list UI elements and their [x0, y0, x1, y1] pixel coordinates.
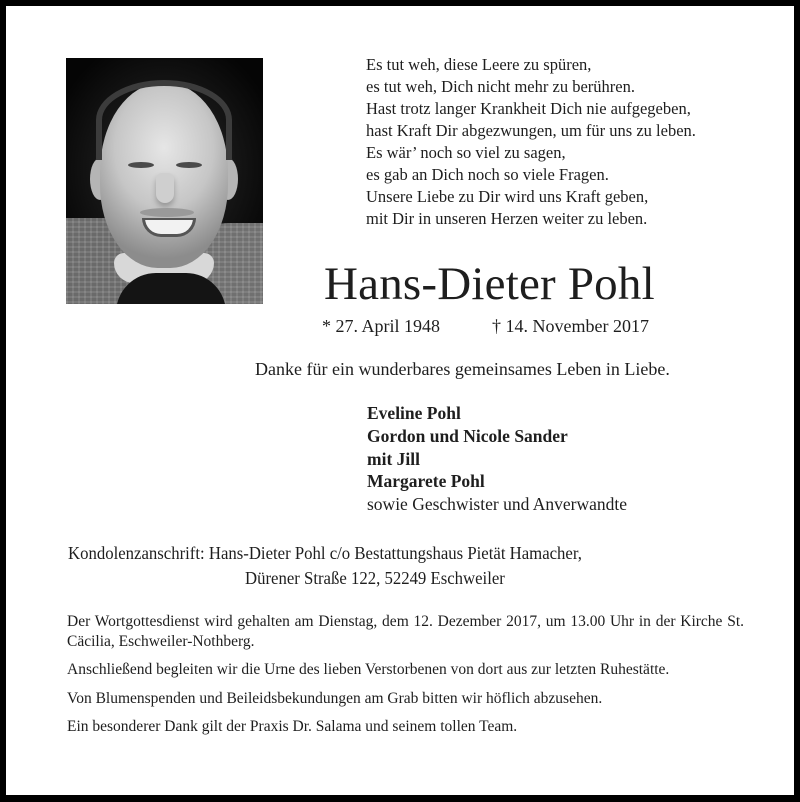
poem-line: hast Kraft Dir abgezwungen, um für uns zu leben. [366, 121, 696, 140]
poem-line: Es wär’ noch so viel zu sagen, [366, 143, 566, 162]
poem-line: es gab an Dich noch so viele Fragen. [366, 165, 609, 184]
condolence-address-line-1: Kondolenzanschrift: Hans-Dieter Pohl c/o Bestattungshaus Pietät Hamacher, [68, 543, 582, 563]
obituary-card [6, 6, 794, 795]
family-member: mit Jill [367, 448, 420, 469]
memorial-poem [366, 54, 696, 230]
burial-paragraph: Anschließend begleiten wir die Urne des lieben Verstorbenen von dort aus zur letzten Ruhestätte. [67, 661, 670, 678]
poem-line: mit Dir in unseren Herzen weiter zu leben. [366, 209, 648, 228]
poem-line: Es tut weh, diese Leere zu spüren, [366, 55, 592, 74]
family-others: sowie Geschwister und Anverwandte [367, 494, 628, 515]
birth-date: * 27. April 1948 [322, 316, 441, 336]
family-member: Eveline Pohl [367, 403, 461, 423]
death-date: † 14. November 2017 [492, 316, 649, 336]
deceased-name: Hans-Dieter Pohl [324, 258, 655, 310]
photo-eye-left [128, 162, 154, 168]
poem-line: Hast trotz langer Krankheit Dich nie aufgegeben, [366, 99, 691, 118]
service-information [67, 612, 744, 746]
poem-line: Unsere Liebe zu Dir wird uns Kraft geben, [366, 187, 649, 206]
photo-eye-right [176, 162, 202, 168]
thanks-paragraph: Ein besonderer Dank gilt der Praxis Dr. Salama und seinem tollen Team. [67, 718, 518, 735]
photo-hair [96, 80, 232, 160]
flowers-paragraph: Von Blumenspenden und Beileidsbekundungen am Grab bitten wir höflich abzusehen. [67, 689, 603, 707]
thanks-line: Danke für ein wunderbares gemeinsames Leben in Liebe. [255, 359, 670, 379]
poem-line: es tut weh, Dich nicht mehr zu berühren. [366, 77, 635, 96]
portrait-photo [66, 58, 263, 304]
family-member: Margarete Pohl [367, 471, 485, 492]
family-member: Gordon und Nicole Sander [367, 425, 568, 446]
family-list [367, 402, 627, 516]
photo-mustache [140, 208, 194, 217]
photo-nose [156, 173, 174, 203]
service-paragraph: Der Wortgottesdienst wird gehalten am Dienstag, dem 12. Dezember 2017, um 13.00 Uhr in der Kirche St. Cäcilia, Eschweiler-Nothberg. [67, 613, 744, 650]
condolence-address-line-2: Dürener Straße 122, 52249 Eschweiler [245, 568, 505, 588]
